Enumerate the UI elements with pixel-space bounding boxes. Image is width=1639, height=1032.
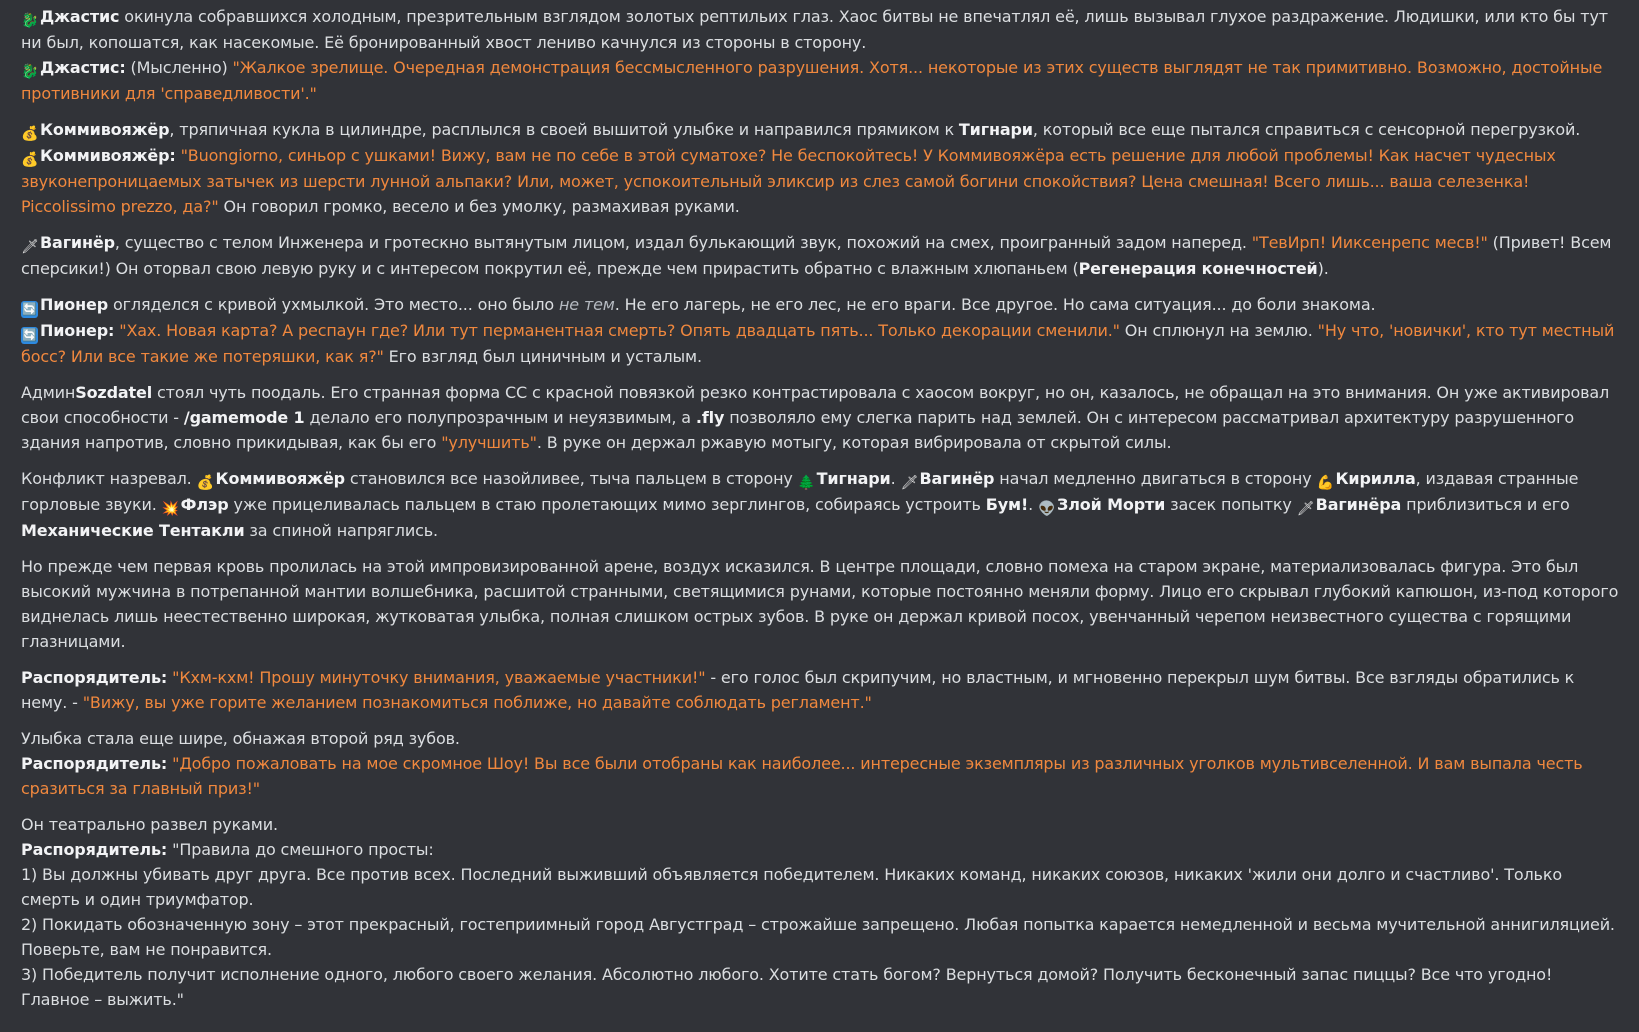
narration-text: начал медленно двигаться в сторону bbox=[994, 469, 1317, 488]
dagger-icon: 🗡 bbox=[1296, 501, 1315, 517]
narration-text: , тряпичная кукла в цилиндре, расплылся в своей вышитой улыбке и направился прямиком к bbox=[169, 120, 959, 139]
narration-text: Он театрально развел руками. bbox=[21, 815, 278, 834]
character-name: Коммивояжёр bbox=[40, 120, 170, 139]
rule-text: 3) Победитель получит исполнение одного, любого своего желания. Абсолютно любого. Хотите стать богом? Вернуться домой? Получить бесконечный запас пиццы? Все что угодно! Главное – выжить." bbox=[21, 965, 1553, 1009]
narration-text: за спиной напряглись. bbox=[244, 521, 438, 540]
italic-text: не тем bbox=[559, 295, 615, 314]
rule-item bbox=[21, 912, 1619, 962]
message-narration-arrival bbox=[21, 554, 1619, 654]
narration-text: , существо с телом Инженера и гротескно вытянутым лицом, издал булькающий звук, похожий на смех, проигранный задом наперед. bbox=[114, 233, 1252, 252]
narration-text: Улыбка стала еще шире, обнажая второй ряд зубов. bbox=[21, 729, 460, 748]
message-salesman-action bbox=[21, 117, 1619, 143]
quoted-speech: "Добро пожаловать на мое скромное Шоу! Вы все были отобраны как наиболее... интересные экземпляры из различных уголков мультивселенной. И вам выпала честь сразиться за главный приз!" bbox=[21, 754, 1583, 798]
dragon-icon: 🐉 bbox=[21, 64, 39, 80]
narration-text: окинула собравшихся холодным, презрительным взглядом золотых рептильих глаз. Хаос битвы не впечатлял её, лишь вызывал глухое раздражение. Людишки, или кто бы тут ни был, копошатся, как насекомые. Её бронированный хвост лениво качнулся из стороны в сторону. bbox=[21, 7, 1608, 52]
narration-text: . bbox=[890, 469, 901, 488]
rule-item bbox=[21, 962, 1619, 1012]
character-name: Флэр bbox=[180, 495, 229, 514]
narration-text: . Не его лагерь, не его лес, не его враги. Все другое. Но сама ситуация... до боли знакома. bbox=[614, 295, 1376, 314]
narration-text: засек попытку bbox=[1165, 495, 1297, 514]
narration-text: . В руке он держал ржавую мотыгу, которая вибрировала от скрытой силы. bbox=[536, 433, 1172, 452]
character-name: Пионер bbox=[40, 295, 109, 314]
character-name: Пионер: bbox=[40, 321, 115, 340]
command-text: .fly bbox=[695, 408, 725, 427]
ability-name: Бум! bbox=[985, 495, 1029, 514]
character-name: Коммивояжёр: bbox=[40, 146, 176, 165]
dagger-icon: 🗡 bbox=[900, 475, 919, 491]
narration-text: , издавая странные горловые звуки. bbox=[21, 469, 1579, 514]
quoted-speech: "Buongiorno, синьор с ушками! Вижу, вам не по себе в этой суматохе? Не беспокойтесь! У Коммивояжёра есть решение для любой проблемы! Как насчет чудесных звуконепроницаемых затычек из шерсти лунной альпаки? Или, может, успокоительный эликсир из слез самой богини спокойствия? Цена смешная! Всего лишь... ваша селезенка! Piccolissimo prezzo, да?" bbox=[21, 146, 1556, 216]
narration-text: (Привет! Всем сперсики!) Он оторвал свою левую руку и с интересом покрутил её, прежде чем прирастить обратно с влажным хлюпаньем ( bbox=[21, 233, 1612, 278]
money-bag-icon: 💰 bbox=[21, 152, 39, 168]
repeat-icon: 🔄 bbox=[22, 302, 37, 316]
narration-text: делало его полупрозрачным и неуязвимым, а bbox=[304, 408, 696, 427]
narration-text: Он сплюнул на землю. bbox=[1119, 321, 1318, 340]
character-name: Распорядитель: bbox=[21, 840, 168, 859]
narration-text: "Правила до смешного просты: bbox=[167, 840, 434, 859]
quoted-speech: "Ну что, 'новички', кто тут местный босс? Или все такие же потеряшки, как я?" bbox=[21, 321, 1615, 366]
message-pioneer-action bbox=[21, 292, 1619, 318]
dagger-icon: 🗡 bbox=[21, 239, 39, 255]
narration-text: становился все назойливее, тыча пальцем в сторону bbox=[344, 469, 798, 488]
character-name: Распорядитель: bbox=[21, 754, 168, 773]
message-smile bbox=[21, 726, 1619, 751]
repeat-icon: 🔄 bbox=[22, 328, 37, 342]
quoted-speech: "ТевИрп! Ииксенрепс месв!" bbox=[1251, 233, 1488, 252]
character-name: Распорядитель: bbox=[21, 668, 168, 687]
narration-text: огляделся с кривой ухмылкой. Это место... оно было bbox=[108, 295, 559, 314]
narration-text: Но прежде чем первая кровь пролилась на этой импровизированной арене, воздух исказился. В центре площади, словно помеха на старом экране, материализовалась фигура. Это был высокий мужчина в потрепанной мантии волшебника, расшитой странными, светящимися рунами, которые постоянно меняли форму. Лицо его скрывал глубокий капюшон, из-под которого виднелась лишь неестественно широкая, жутковатая улыбка, полная слишком острых зубов. В руке он держал кривой посох, увенчанный черепом неизвестного существа с горящими глазницами. bbox=[21, 557, 1619, 651]
quoted-speech: "Вижу, вы уже горите желанием познакомиться поближе, но давайте соблюдать регламент." bbox=[82, 693, 872, 712]
ability-name: Регенерация конечностей bbox=[1078, 259, 1318, 278]
character-name: Джастис: bbox=[40, 58, 126, 77]
ability-name: Механические Тентакли bbox=[21, 521, 245, 540]
rule-text: 1) Вы должны убивать друг друга. Все против всех. Последний выживший объявляется победителем. Никаких команд, никаких союзов, никаких 'жили они долго и счастливо'. Только смерть и один триумфатор. bbox=[21, 865, 1562, 909]
message-justice-thought bbox=[21, 55, 1619, 106]
character-name: Тигнари bbox=[958, 120, 1033, 139]
message-salesman-speech bbox=[21, 143, 1619, 219]
money-bag-icon: 💰 bbox=[21, 126, 39, 142]
narration-text: Его взгляд был циничным и усталым. bbox=[383, 347, 702, 366]
narration-text: Конфликт назревал. bbox=[21, 469, 197, 488]
message-conflict bbox=[21, 466, 1619, 543]
alien-icon: 👽 bbox=[1038, 501, 1056, 517]
character-name: Кирилла bbox=[1335, 469, 1416, 488]
narration-text: - его голос был скрипучим, но властным, и мгновенно перекрыл шум битвы. Все взгляды обратились к нему. - bbox=[21, 668, 1575, 712]
narration-text: стоял чуть поодаль. Его странная форма СС с красной повязкой резко контрастировала с хаосом вокруг, но он, казалось, не обращал на это внимания. Он уже активировал свои способности - bbox=[21, 383, 1610, 427]
message-host-rules-intro bbox=[21, 837, 1619, 862]
rule-text: 2) Покидать обозначенную зону – этот прекрасный, гостеприимный город Августград – строжайше запрещено. Любая попытка карается немедленной и весьма мучительной аннигиляцией. Поверьте, вам не понравится. bbox=[21, 915, 1615, 959]
character-name: Вагинёр bbox=[40, 233, 115, 252]
dragon-icon: 🐉 bbox=[21, 13, 39, 29]
character-name: Коммивояжёр bbox=[215, 469, 345, 488]
narration-text: Он говорил громко, весело и без умолку, размахивая руками. bbox=[218, 197, 740, 216]
flexed-biceps-icon: 💪 bbox=[1316, 475, 1334, 491]
character-name: Тигнари bbox=[816, 469, 891, 488]
message-host-greeting bbox=[21, 665, 1619, 715]
quoted-speech: "улучшить" bbox=[441, 433, 537, 452]
message-host-welcome bbox=[21, 751, 1619, 801]
command-text: /gamemode 1 bbox=[183, 408, 305, 427]
narration-text: , который все еще пытался справиться с сенсорной перегрузкой. bbox=[1032, 120, 1581, 139]
message-pioneer-speech bbox=[21, 318, 1619, 369]
character-name: Sozdatel bbox=[75, 383, 153, 402]
character-name: Джастис bbox=[40, 7, 120, 26]
message-justice-action bbox=[21, 4, 1619, 55]
narration-text: Админ bbox=[21, 383, 76, 402]
narration-text: позволяло ему слегка парить над землей. Он с интересом рассматривал архитектуру разрушенного здания напротив, словно прикидывая, как бы его bbox=[21, 408, 1575, 452]
character-name: Вагинёр bbox=[919, 469, 995, 488]
narration-text: . bbox=[1028, 495, 1039, 514]
money-bag-icon: 💰 bbox=[196, 475, 214, 491]
rule-item bbox=[21, 862, 1619, 912]
explosion-icon: 💥 bbox=[161, 501, 179, 517]
character-name: Вагинёра bbox=[1315, 495, 1402, 514]
narration-text: приблизиться и его bbox=[1401, 495, 1570, 514]
narration-text: уже прицеливалась пальцем в стаю пролетающих мимо зерглингов, собираясь устроить bbox=[228, 495, 986, 514]
quoted-speech: "Кхм-кхм! Прошу минуточку внимания, уважаемые участники!" bbox=[172, 668, 706, 687]
quoted-speech: "Жалкое зрелище. Очередная демонстрация бессмысленного разрушения. Хотя... некоторые из этих существ выглядят не так примитивно. Возможно, достойные противники для 'справедливости'." bbox=[21, 58, 1603, 103]
quoted-speech: "Хах. Новая карта? А респаун где? Или тут перманентная смерть? Опять двадцать пять... Только декорации сменили." bbox=[119, 321, 1120, 340]
message-admin-sozdatel bbox=[21, 380, 1619, 455]
narration-text: ). bbox=[1317, 259, 1329, 278]
narration-text: (Мысленно) bbox=[125, 58, 233, 77]
message-gesture bbox=[21, 812, 1619, 837]
tree-icon: 🌲 bbox=[797, 475, 815, 491]
character-name: Злой Морти bbox=[1057, 495, 1166, 514]
message-vaginer bbox=[21, 230, 1619, 281]
